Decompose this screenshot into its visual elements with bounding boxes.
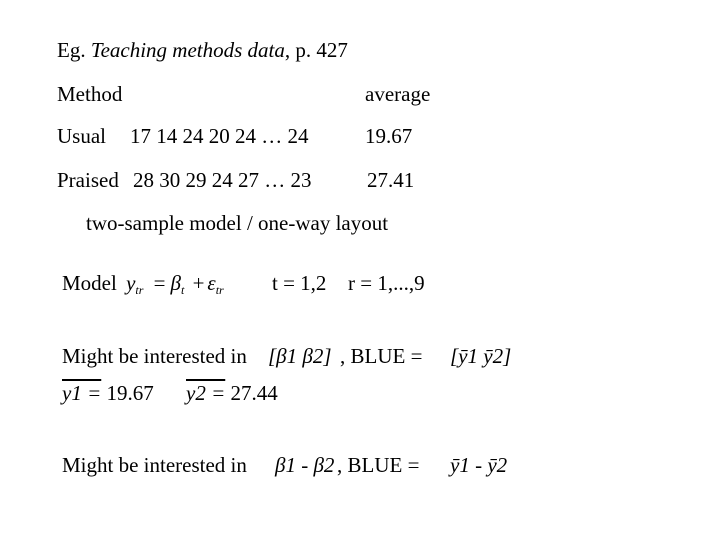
blue1-estimate <box>450 346 511 367</box>
ybar-contrast: ȳ1 - ȳ2 <box>450 453 508 477</box>
row-praised-average: 27.41 <box>367 168 415 192</box>
epsilon-symbol: ε <box>207 271 216 295</box>
y-subscript: tr <box>135 283 144 297</box>
table-header-method: Method <box>57 82 123 106</box>
y1-mean <box>62 383 154 404</box>
beta-vector: [β1 β2] <box>268 344 332 368</box>
y1-label: y1 = <box>62 381 102 405</box>
heading-title: Teaching methods data <box>90 38 285 62</box>
blue2-label: , BLUE = <box>337 453 420 477</box>
heading-prefix: Eg. <box>57 38 91 62</box>
blue-line-2 <box>62 455 247 476</box>
heading-suffix: , p. 427 <box>284 38 348 62</box>
row-usual-label: Usual <box>57 124 106 148</box>
ybar-vector: [ȳ1 ȳ2] <box>450 344 512 368</box>
y2-mean <box>186 383 278 404</box>
model-equation <box>62 273 224 296</box>
blue2-estimate <box>450 455 507 476</box>
y1-value: 19.67 <box>106 381 154 405</box>
row-usual-average: 19.67 <box>365 124 413 148</box>
epsilon-subscript: tr <box>215 283 224 297</box>
y2-label: y2 = <box>186 381 226 405</box>
model-type: two-sample model / one-way layout <box>86 211 389 235</box>
blue1-text: Might be interested in <box>62 344 247 368</box>
blue1-vector <box>268 346 332 367</box>
equals-sign: = <box>153 271 166 295</box>
row-usual-values: 17 14 24 20 24 … 24 <box>130 124 309 148</box>
blue1-label: , BLUE = <box>340 344 423 368</box>
y-symbol: y <box>126 271 136 295</box>
beta-symbol: β <box>170 271 181 295</box>
table-header-average: average <box>365 82 431 106</box>
slide-heading <box>57 40 348 61</box>
beta-subscript: t <box>180 283 185 297</box>
model-label: Model <box>62 271 117 295</box>
blue2-text: Might be interested in <box>62 453 247 477</box>
blue2-contrast <box>275 455 334 476</box>
row-praised-label: Praised <box>57 168 119 192</box>
blue-line-1 <box>62 346 247 367</box>
row-praised-values: 28 30 29 24 27 … 23 <box>133 168 312 192</box>
t-range: t = 1,2 <box>272 271 327 295</box>
beta-contrast: β1 - β2 <box>275 453 335 477</box>
r-range: r = 1,...,9 <box>348 271 425 295</box>
plus-sign: + <box>192 271 205 295</box>
y2-value: 27.44 <box>230 381 278 405</box>
